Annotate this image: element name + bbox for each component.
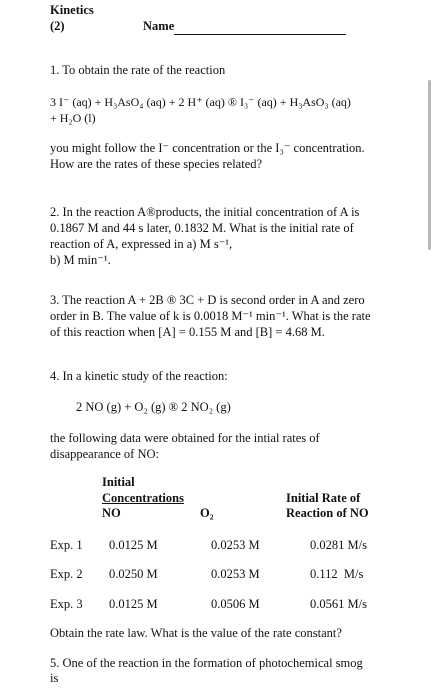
q5-line1: 5. One of the reaction in the formation of photochemical smog — [50, 656, 363, 670]
q4-text-line2: disappearance of NO: — [50, 447, 159, 461]
table-head-rate-line1: Initial Rate of — [286, 491, 361, 505]
table-head-rate-line2: Reaction of NO — [286, 506, 369, 520]
name-label: Name — [143, 19, 175, 33]
q4-question: Obtain the rate law. What is the value of the rate constant? — [50, 626, 342, 640]
worksheet-number: (2) — [50, 19, 65, 33]
table-row-1-rate: 0.0281 M/s — [310, 538, 367, 552]
table-row-2-rate: 0.112 M/s — [310, 567, 364, 581]
q4-prompt: 4. In a kinetic study of the reaction: — [50, 369, 228, 383]
table-row-1-o2: 0.0253 M — [211, 538, 260, 552]
q2-line2: 0.1867 M and 44 s later, 0.1832 M. What is the initial rate of — [50, 221, 354, 235]
table-head-concentrations: Concentrations — [102, 491, 184, 505]
q2-line1: 2. In the reaction A®products, the initial concentration of A is — [50, 205, 360, 219]
q5-line2: is — [50, 671, 59, 685]
table-row-3-no: 0.0125 M — [109, 597, 158, 611]
table-row-2-no: 0.0250 M — [109, 567, 158, 581]
table-row-2-label: Exp. 2 — [50, 567, 83, 581]
q1-text-line2: How are the rates of these species related? — [50, 157, 263, 171]
q1-text-line1: you might follow the I⁻ concentration or the I₃⁻ concentration. — [50, 141, 365, 155]
table-row-2-o2: 0.0253 M — [211, 567, 260, 581]
table-head-no: NO — [102, 506, 121, 520]
table-row-3-rate: 0.0561 M/s — [310, 597, 367, 611]
table-head-initial: Initial — [102, 475, 135, 489]
q4-equation: 2 NO (g) + O₂ (g) ® 2 NO₂ (g) — [76, 400, 231, 414]
q1-equation-line1: 3 I⁻ (aq) + H₃AsO₄ (aq) + 2 H⁺ (aq) ® I₃⁻ (aq) + H₃AsO₃ (aq) — [50, 95, 351, 109]
q2-line3: reaction of A, expressed in a) M s⁻¹, — [50, 237, 233, 251]
q3-line2: order in B. The value of k is 0.0018 M⁻¹ min⁻¹. What is the rate — [50, 309, 371, 323]
table-row-3-label: Exp. 3 — [50, 597, 83, 611]
table-row-3-o2: 0.0506 M — [211, 597, 260, 611]
table-head-o2: O₂ — [200, 506, 214, 520]
q1-equation-line2: + H₂O (l) — [50, 111, 96, 125]
name-blank-line — [174, 22, 346, 35]
vertical-scrollbar[interactable] — [428, 80, 431, 250]
table-row-1-label: Exp. 1 — [50, 538, 83, 552]
q2-line4: b) M min⁻¹. — [50, 253, 111, 267]
worksheet-title: Kinetics — [50, 3, 94, 17]
q4-text-line1: the following data were obtained for the intial rates of — [50, 431, 320, 445]
table-row-1-no: 0.0125 M — [109, 538, 158, 552]
q1-prompt: 1. To obtain the rate of the reaction — [50, 63, 226, 77]
q3-line3: of this reaction when [A] = 0.155 M and [B] = 4.68 M. — [50, 325, 325, 339]
q3-line1: 3. The reaction A + 2B ® 3C + D is second order in A and zero — [50, 293, 365, 307]
